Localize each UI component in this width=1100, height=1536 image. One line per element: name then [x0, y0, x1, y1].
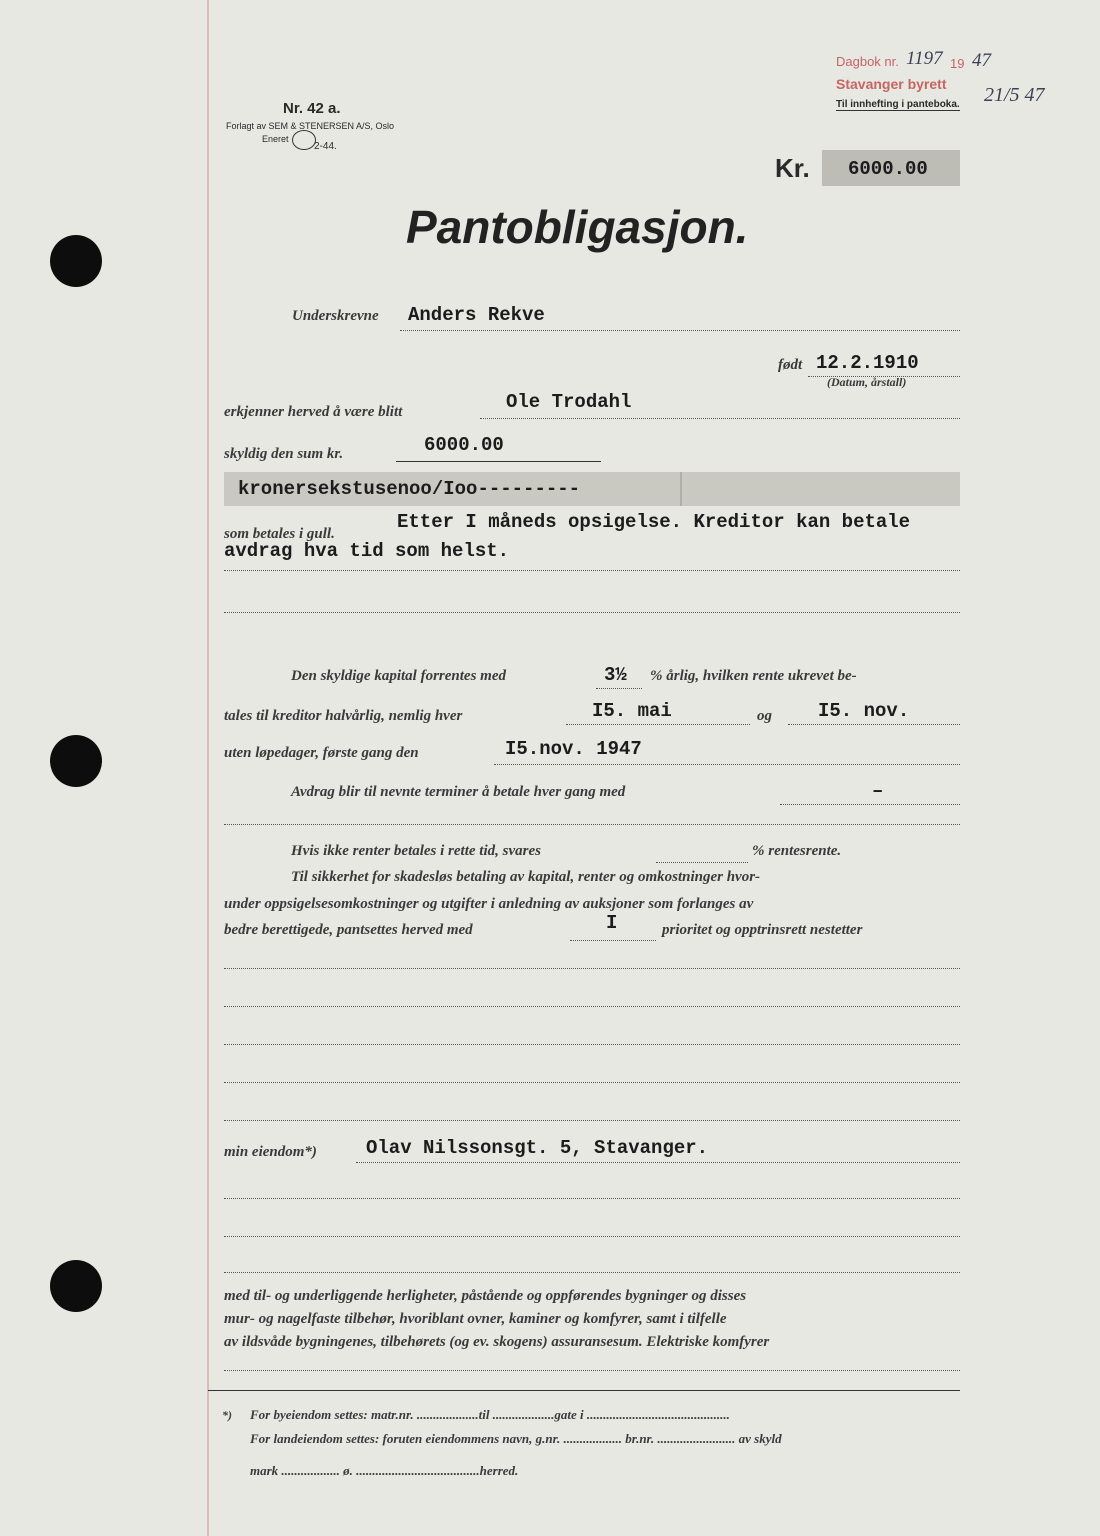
penalty-rule: [656, 862, 748, 863]
owing-amount: 6000.00: [424, 434, 504, 456]
born-date: 12.2.1910: [816, 352, 919, 374]
document-title: Pantobligasjon.: [406, 201, 749, 253]
creditor-rule: [480, 418, 960, 419]
property-rule: [356, 1162, 960, 1163]
priority-value: I: [606, 912, 618, 934]
payable-label: som betales i gull.: [224, 526, 335, 542]
born-hint: (Datum, årstall): [827, 375, 907, 389]
security-line-3-pre: bedre berettigede, pantsettes herved med: [224, 922, 473, 938]
footnote-marker: *): [222, 1408, 232, 1422]
amount-label: Kr.: [775, 153, 810, 183]
publisher-date: 2-44.: [314, 141, 337, 152]
property-label: min eiendom*): [224, 1144, 317, 1160]
amount-value: 6000.00: [848, 158, 928, 180]
terms-rule-1: [224, 570, 960, 571]
interest-rate: 3½: [604, 664, 627, 686]
dagbok-year-prefix: 19: [950, 56, 965, 71]
red-margin-line: [207, 0, 209, 1536]
security-line-2: under oppsigelsesomkostninger og utgifter i anledning av auksjoner som forlanges av: [224, 896, 754, 912]
date2-rule: [788, 724, 960, 725]
dagbok-number: 1197: [906, 48, 943, 69]
blank-rule-6: [224, 1198, 960, 1199]
priority-rule: [570, 940, 656, 941]
blank-rule-4: [224, 1082, 960, 1083]
appurtenances-line-1: med til- og underliggende herligheter, påstående og oppførendes bygninger og disses: [224, 1288, 747, 1304]
blank-rule-2: [224, 1006, 960, 1007]
amount-box: [822, 150, 960, 186]
penalty-pre: Hvis ikke renter betales i rette tid, svares: [291, 843, 541, 859]
terms-line-2: avdrag hva tid som helst.: [224, 540, 510, 562]
acknowledges-label: erkjenner herved å være blitt: [224, 404, 403, 420]
blank-rule-5: [224, 1120, 960, 1121]
punch-hole-middle: [50, 735, 102, 787]
interest-date-1: I5. mai: [592, 700, 672, 722]
footnote-divider: [208, 1390, 960, 1391]
interest-date-2: I5. nov.: [818, 700, 910, 722]
rate-rule: [596, 688, 642, 689]
terms-line-1: Etter I måneds opsigelse. Kreditor kan betale: [397, 511, 911, 533]
penalty-post: % rentesrente.: [752, 843, 842, 859]
installment-rule-2: [224, 824, 960, 825]
stamp-date: 21/5 47: [984, 84, 1045, 106]
blank-rule-1: [224, 968, 960, 969]
appurtenances-line-2: mur- og nagelfaste tilbehør, hvoriblant ovner, kaminer og komfyrer, samt i tilfelle: [224, 1311, 727, 1327]
footnote-line-2: For landeiendom settes: foruten eiendommens navn, g.nr. .................. br.nr. ........................ av skyld: [250, 1431, 782, 1446]
interest-line1-pre: Den skyldige kapital forrentes med: [291, 668, 506, 684]
publisher-eneret: Eneret: [262, 134, 289, 144]
born-label: født: [778, 357, 803, 373]
footnote-line-1: For byeiendom settes: matr.nr. ...................til ...................gate i ............................................: [250, 1407, 730, 1422]
amount-words-band: [224, 472, 960, 506]
amount-in-words: kronersekstusenoo/Ioo---------: [238, 478, 581, 500]
installment-value: –: [872, 780, 884, 802]
footnote-line-3: mark .................. ø. ......................................herred.: [250, 1463, 519, 1478]
installment-label: Avdrag blir til nevnte terminer å betale hver gang med: [291, 784, 626, 800]
debtor-name: Anders Rekve: [408, 304, 545, 326]
terms-rule-2: [224, 612, 960, 613]
date1-rule: [566, 724, 750, 725]
first-date-rule: [494, 764, 960, 765]
security-line-1: Til sikkerhet for skadesløs betaling av kapital, renter og omkostninger hvor-: [291, 869, 761, 885]
form-number: Nr. 42 a.: [283, 100, 341, 117]
security-line-3-post: prioritet og opptrinsrett nestetter: [662, 922, 863, 938]
blank-rule-8: [224, 1272, 960, 1273]
creditor-name: Ole Trodahl: [506, 391, 632, 413]
blank-rule-3: [224, 1044, 960, 1045]
first-interest-date: I5.nov. 1947: [505, 738, 642, 760]
appurtenances-line-3: av ildsvåde bygningenes, tilbehørets (og ev. skogens) assuransesum. Elektriske komfyrer: [224, 1334, 770, 1350]
undersigned-label: Underskrevne: [292, 308, 379, 324]
punch-hole-bottom: [50, 1260, 102, 1312]
owing-label: skyldig den sum kr.: [224, 446, 344, 462]
property-address: Olav Nilssonsgt. 5, Stavanger.: [366, 1137, 709, 1159]
dagbok-label: Dagbok nr.: [836, 54, 899, 69]
owing-rule: [396, 461, 601, 462]
stamp-purpose: Til innhefting i panteboka.: [836, 99, 960, 110]
installment-rule: [780, 804, 960, 805]
interest-og: og: [757, 708, 772, 724]
punch-hole-top: [50, 235, 102, 287]
undersigned-rule: [400, 330, 960, 331]
publisher-line: Forlagt av SEM & STENERSEN A/S, Oslo: [226, 121, 395, 131]
publisher-seal-icon: [292, 130, 316, 150]
court-name: Stavanger byrett: [836, 76, 947, 92]
amount-words-divider: [680, 472, 682, 506]
blank-rule-7: [224, 1236, 960, 1237]
interest-line2-pre: tales til kreditor halvårlig, nemlig hver: [224, 708, 463, 724]
dagbok-year: 47: [972, 50, 991, 71]
interest-line3-pre: uten løpedager, første gang den: [224, 745, 419, 761]
blank-rule-9: [224, 1370, 960, 1371]
interest-line1-post: % årlig, hvilken rente ukrevet be-: [650, 668, 857, 684]
